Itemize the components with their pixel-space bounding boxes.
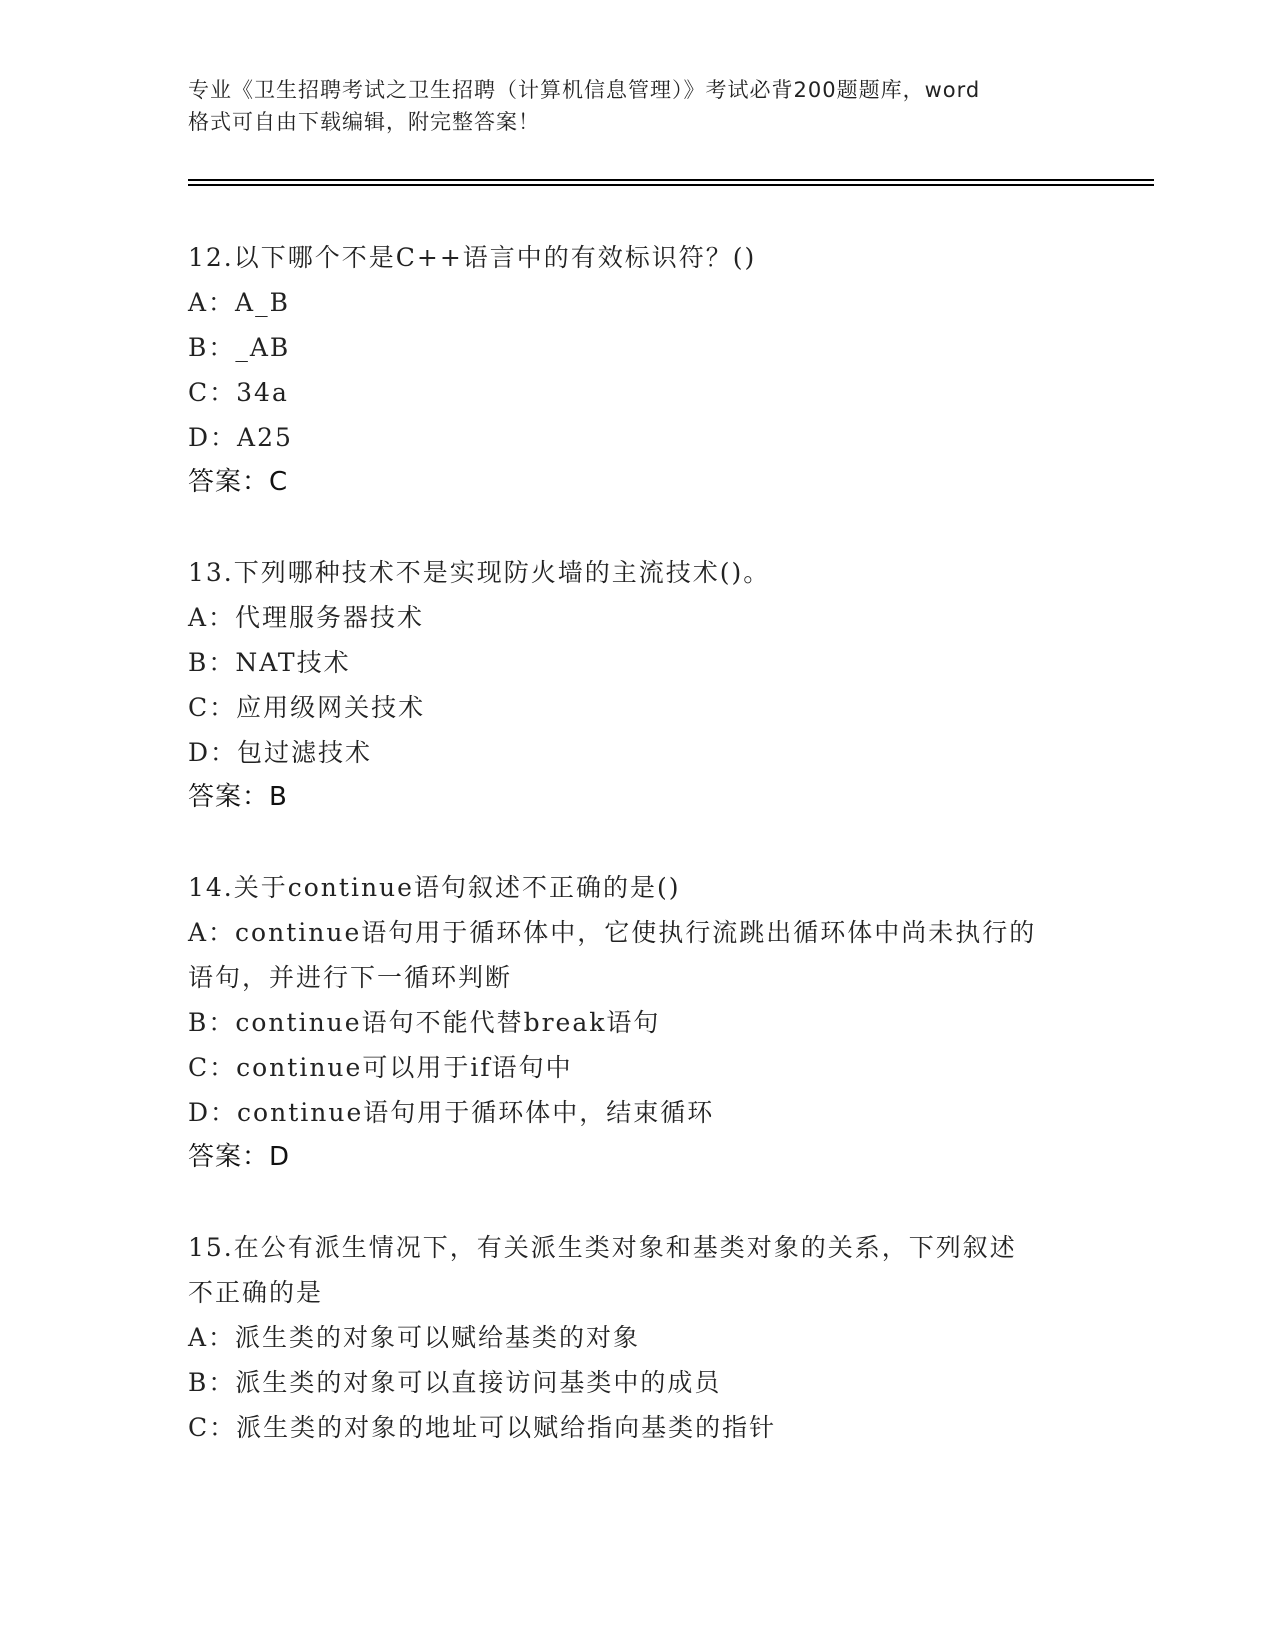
- question-stem: 13.下列哪种技术不是实现防火墙的主流技术()。: [188, 558, 771, 587]
- question-list: [188, 235, 1088, 1495]
- option-c: C：continue可以用于if语句中: [188, 1053, 573, 1082]
- answer-label: 答案：B: [188, 782, 288, 812]
- header-line-1: 专业《卫生招聘考试之卫生招聘（计算机信息管理）》考试必背200题题库，word: [188, 78, 981, 102]
- option-b: B：_AB: [188, 333, 291, 362]
- option-d: D：continue语句用于循环体中，结束循环: [188, 1098, 715, 1127]
- option-b: B：NAT技术: [188, 648, 351, 677]
- question-stem: 15.在公有派生情况下，有关派生类对象和基类对象的关系，下列叙述: [188, 1233, 1017, 1262]
- option-a: A：派生类的对象可以赋给基类的对象: [188, 1323, 641, 1352]
- option-b: B：continue语句不能代替break语句: [188, 1008, 661, 1037]
- question-stem-continued: 不正确的是: [188, 1278, 324, 1307]
- header-divider-bottom: [188, 184, 1154, 186]
- question-13: [188, 550, 1088, 820]
- document-header: [188, 74, 1088, 138]
- option-a: A：A_B: [188, 288, 290, 317]
- option-a-continued: 语句，并进行下一循环判断: [188, 963, 513, 992]
- option-c: C：34a: [188, 378, 289, 407]
- header-line-2: 格式可自由下载编辑，附完整答案！: [188, 110, 540, 134]
- answer-label: 答案：C: [188, 467, 289, 497]
- question-stem: 14.关于continue语句叙述不正确的是(): [188, 873, 681, 902]
- option-d: D：包过滤技术: [188, 738, 373, 767]
- option-b: B：派生类的对象可以直接访问基类中的成员: [188, 1368, 722, 1397]
- option-c: C：派生类的对象的地址可以赋给指向基类的指针: [188, 1413, 777, 1442]
- question-15: [188, 1225, 1088, 1450]
- question-14: [188, 865, 1088, 1180]
- option-c: C：应用级网关技术: [188, 693, 426, 722]
- question-stem: 12.以下哪个不是C++语言中的有效标识符？(): [188, 243, 757, 272]
- answer-label: 答案：D: [188, 1142, 291, 1172]
- option-d: D：A25: [188, 423, 293, 452]
- option-a: A：代理服务器技术: [188, 603, 425, 632]
- header-divider-top: [188, 179, 1154, 181]
- option-a: A：continue语句用于循环体中，它使执行流跳出循环体中尚未执行的: [188, 918, 1037, 947]
- question-12: [188, 235, 1088, 505]
